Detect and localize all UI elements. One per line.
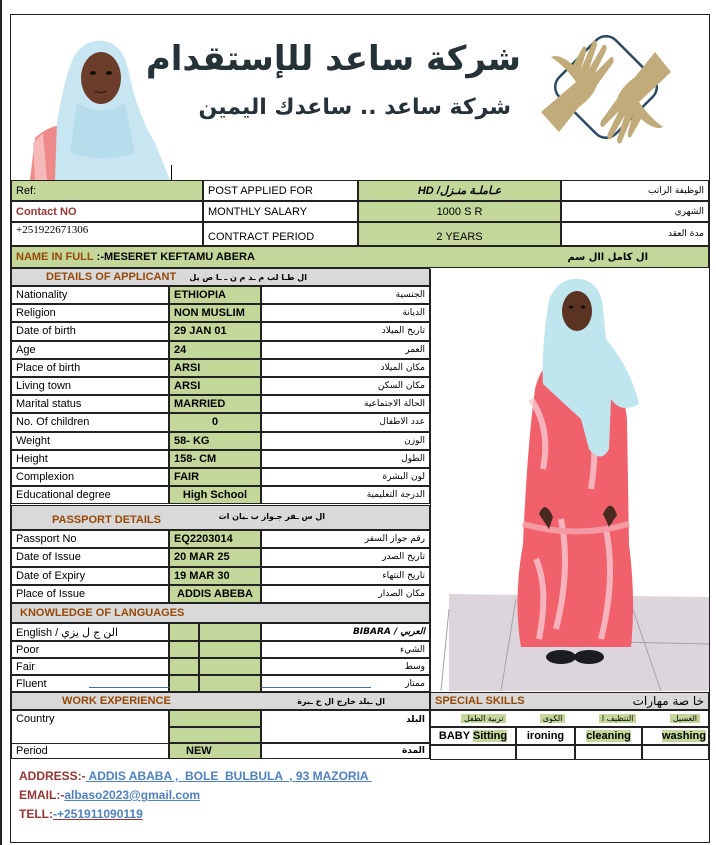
- applicant-field-ar: الدرجة التعليمية: [261, 486, 430, 504]
- applicant-section-title-ar: ال طـا لب م ـد م ن ـ ـا ص يل: [189, 272, 307, 282]
- applicant-field-ar: الحالة الاجتماعية: [261, 395, 430, 413]
- language-english-level-cell: [169, 675, 199, 692]
- passport-section-header: [11, 505, 430, 530]
- skill-label: ironing: [526, 730, 565, 742]
- skills-empty-cell: [516, 745, 575, 760]
- applicant-field-ar: الطول: [261, 450, 430, 468]
- applicant-field-value: NON MUSLIM: [169, 304, 261, 322]
- languages-english-header: English / الن ج ل يزي: [11, 623, 169, 641]
- passport-field-label: Passport No: [11, 530, 169, 548]
- work-section-header: [11, 692, 430, 710]
- languages-section-header: [11, 603, 430, 623]
- contract-period-ar: مدة العقد: [561, 222, 709, 246]
- header-divider: [171, 165, 172, 180]
- post-applied-ar: الوظيفة الراتب: [561, 180, 709, 201]
- passport-field-value: EQ2203014: [169, 530, 261, 548]
- passport-section-title: PASSPORT DETAILS: [52, 514, 161, 526]
- applicant-field-label: Living town: [11, 377, 169, 395]
- email-link[interactable]: albaso2023@gmail.com: [64, 788, 201, 802]
- fluent-strike-line: [89, 687, 169, 688]
- work-period-value: NEW: [169, 743, 261, 759]
- ref-label: Ref:: [11, 180, 203, 201]
- skill-label: washing: [661, 730, 706, 742]
- skills-section-title-ar: خا صة مهارات: [632, 694, 704, 708]
- applicant-field-ar: الديانة: [261, 304, 430, 322]
- language-arabic-cell: [199, 623, 261, 641]
- languages-arabic-header: العربي / BIBARA: [261, 623, 430, 641]
- monthly-salary-ar: الشهري: [561, 201, 709, 222]
- company-name: شركة ساعد للإستقدام: [145, 39, 521, 79]
- applicant-field-value: FAIR: [169, 468, 261, 486]
- skill-label: cleaning: [586, 730, 631, 742]
- skill-cell: [642, 727, 709, 745]
- skill-cell: [430, 727, 516, 745]
- applicant-field-value: 58- KG: [169, 432, 261, 450]
- skill-ar-washing: الغسيل: [670, 714, 700, 723]
- skill-ar-baby: تربية الطفل: [461, 714, 506, 723]
- helping-hands-logo-icon: [531, 27, 681, 167]
- passport-field-ar: تاريخ الصدر: [261, 548, 430, 566]
- post-applied-label: POST APPLIED FOR: [203, 180, 358, 201]
- full-name-label: NAME IN FULL: [16, 251, 94, 263]
- language-level-ar: الشيء: [261, 641, 430, 658]
- work-country-value: [169, 710, 261, 727]
- cv-document: [10, 14, 710, 843]
- applicant-field-value: 158- CM: [169, 450, 261, 468]
- skills-section-title: SPECIAL SKILLS: [435, 695, 525, 707]
- full-name-value: :-MESERET KEFTAMU ABERA: [93, 251, 255, 263]
- applicant-field-label: Educational degree: [11, 486, 169, 504]
- applicant-field-ar: العمر: [261, 341, 430, 359]
- monthly-salary-label: MONTHLY SALARY: [203, 201, 358, 222]
- applicant-field-value: 29 JAN 01: [169, 322, 261, 340]
- skills-section-header: [430, 692, 709, 710]
- skill-label: Sitting: [472, 730, 508, 742]
- language-arabic-level-cell: [199, 641, 261, 658]
- applicant-field-label: Date of birth: [11, 322, 169, 340]
- applicant-field-label: Place of birth: [11, 359, 169, 377]
- applicant-field-ar: الجنسية: [261, 286, 430, 304]
- passport-field-label: Date of Expiry: [11, 567, 169, 585]
- full-name-ar: ال كامل اال سم: [567, 251, 648, 263]
- applicant-field-value: MARRIED: [169, 395, 261, 413]
- fluent-strike-line-ar: [261, 687, 371, 688]
- contact-value: +251922671306: [11, 222, 203, 246]
- applicant-field-label: Complexion: [11, 468, 169, 486]
- language-level-ar: ممتاز: [261, 675, 430, 692]
- language-english-level-cell: [169, 658, 199, 675]
- skills-empty-cell: [575, 745, 642, 760]
- monthly-salary-value: 1000 S R: [358, 201, 561, 222]
- address-link[interactable]: ADDIS ABABA , BOLE BULBULA , 93 MAZORIA: [85, 769, 372, 783]
- address-line: [19, 767, 371, 786]
- email-label: EMAIL:-: [19, 788, 65, 802]
- work-country-value-2: [169, 727, 261, 743]
- passport-field-value: 19 MAR 30: [169, 567, 261, 585]
- contact-footer: [19, 767, 371, 824]
- applicant-field-ar: الوزن: [261, 432, 430, 450]
- header: [11, 15, 709, 180]
- applicant-section-header: [11, 268, 430, 286]
- skills-empty-cell: [430, 745, 516, 760]
- applicant-field-label: No. Of children: [11, 413, 169, 431]
- passport-field-label: Date of Issue: [11, 548, 169, 566]
- language-level-label: Fair: [11, 658, 169, 675]
- skill-ar-ironing: الكوى: [540, 714, 565, 723]
- applicant-field-ar: تاريخ الميلاد: [261, 322, 430, 340]
- passport-field-value: 20 MAR 25: [169, 548, 261, 566]
- applicant-field-value: ARSI: [169, 377, 261, 395]
- tel-label: TELL:: [19, 807, 53, 821]
- language-arabic-level-cell: [199, 675, 261, 692]
- work-country-label: Country: [11, 710, 169, 743]
- applicant-field-value: ETHIOPIA: [169, 286, 261, 304]
- skills-empty-cell: [642, 745, 709, 760]
- tel-link[interactable]: -+251911090119: [53, 807, 143, 821]
- passport-field-value: ADDIS ABEBA: [169, 585, 261, 603]
- contract-period-label: CONTRACT PERIOD: [203, 222, 358, 246]
- skill-ar-cleaning: التنظيف ا: [599, 714, 637, 723]
- work-section-title: WORK EXPERIENCE: [62, 695, 171, 707]
- post-applied-value: عـاملـة منـزل/ HD: [358, 180, 561, 201]
- applicant-full-photo: [430, 269, 709, 695]
- passport-field-label: Place of Issue: [11, 585, 169, 603]
- languages-section-title: KNOWLEDGE OF LANGUAGES: [20, 607, 185, 619]
- applicant-field-ar: عدد الاطفال: [261, 413, 430, 431]
- skill-cell: [575, 727, 642, 745]
- email-line: [19, 786, 371, 805]
- full-name-row: [11, 246, 709, 268]
- passport-field-ar: تاريخ النتهاء: [261, 567, 430, 585]
- skill-cell: [516, 727, 575, 745]
- page-edge-line: [0, 0, 2, 845]
- applicant-field-ar: لون البشرة: [261, 468, 430, 486]
- full-body-photo-image: [431, 269, 709, 695]
- passport-field-ar: رقم جواز السفر: [261, 530, 430, 548]
- applicant-field-value: 24: [169, 341, 261, 359]
- language-level-label: Fluent: [11, 675, 169, 692]
- applicant-field-label: Weight: [11, 432, 169, 450]
- language-english-cell: [169, 623, 199, 641]
- applicant-section-title: DETAILS OF APPLICANT: [46, 271, 177, 283]
- company-slogan: شركة ساعد .. ساعدك اليمين: [198, 95, 511, 120]
- contact-label: Contact NO: [11, 201, 203, 222]
- passport-field-ar: مكان الصدار: [261, 585, 430, 603]
- language-level-ar: وسط: [261, 658, 430, 675]
- applicant-field-label: Marital status: [11, 395, 169, 413]
- applicant-field-ar: مكان السكن: [261, 377, 430, 395]
- applicant-field-value: High School: [169, 486, 261, 504]
- contract-period-value: 2 YEARS: [358, 222, 561, 246]
- language-english-level-cell: [169, 641, 199, 658]
- work-section-title-ar: ال ـبلد خارج ال خ ـبرة: [297, 696, 385, 706]
- language-arabic-level-cell: [199, 658, 261, 675]
- address-label: ADDRESS:-: [19, 769, 86, 783]
- skills-ar-row: [430, 710, 709, 727]
- applicant-field-label: Religion: [11, 304, 169, 322]
- work-country-ar: البلد: [261, 710, 430, 743]
- applicant-field-ar: مكان الميلاد: [261, 359, 430, 377]
- language-level-label: Poor: [11, 641, 169, 658]
- work-period-label: Period: [11, 743, 169, 759]
- work-period-ar: المدة: [261, 743, 430, 759]
- tel-line: [19, 805, 371, 824]
- applicant-field-label: Age: [11, 341, 169, 359]
- skill-prefix: BABY: [438, 730, 473, 742]
- applicant-field-value: ARSI: [169, 359, 261, 377]
- applicant-field-value: 0: [169, 413, 261, 431]
- passport-section-title-ar: ال س ـفر جـواز ب ـيان ات: [218, 511, 325, 521]
- applicant-field-label: Height: [11, 450, 169, 468]
- applicant-field-label: Nationality: [11, 286, 169, 304]
